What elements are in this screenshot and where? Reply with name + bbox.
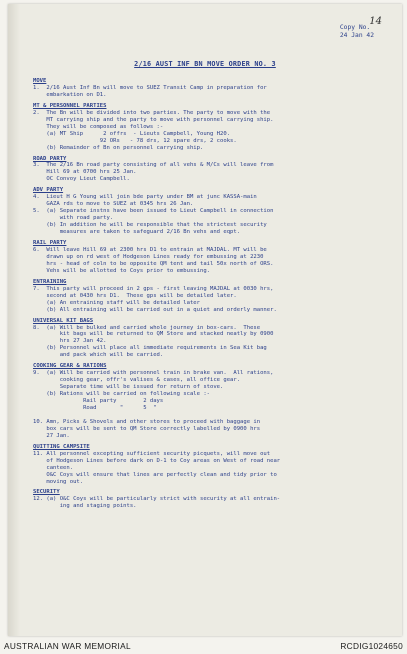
order-section — [33, 444, 384, 486]
section-line: kit bags will be returned to QM Store and stacked neatly by 0900 — [33, 331, 274, 338]
section-line: (b) All entraining will be carried out in a quiet and orderly manner. — [33, 306, 277, 313]
section-line: 5. (a) Separate instns have been issued to Lieut Campbell in connection — [33, 208, 274, 215]
footer-source: AUSTRALIAN WAR MEMORIAL — [4, 641, 131, 651]
section-line: 2. The Bn will be divided into two parties. The party to move with the — [33, 109, 271, 116]
section-heading: ADV PARTY — [33, 187, 64, 194]
section-line: (a) MT Ship 2 offrs - Lieuts Campbell, Young H20. — [33, 130, 231, 137]
section-line — [33, 412, 384, 419]
order-section — [33, 103, 384, 152]
document-date: 24 Jan 42 — [339, 32, 374, 39]
section-heading: RAIL PARTY — [33, 240, 67, 247]
section-line: OC Convoy Lieut Campbell. — [33, 176, 130, 183]
section-heading: MT & PERSONNEL PARTIES — [33, 102, 107, 109]
order-section — [33, 489, 384, 510]
section-line: hrs - head of coln to be opposite QM tent and tail 50x north of ORS. — [33, 260, 274, 267]
section-line: hrs 27 Jan 42. — [33, 338, 107, 345]
section-line: embarkation on D1. — [33, 91, 107, 98]
section-line: moving out. — [33, 478, 84, 485]
section-line: (b) Remainder of Bn on personnel carrying ship. — [33, 144, 204, 151]
document-title: 2/16 AUST INF BN MOVE ORDER NO. 3 — [134, 60, 276, 68]
section-line: 9. (a) Will be carried with personnel train in brake van. All rations, — [33, 370, 274, 377]
section-line: Vehs will be allotted to Coys prior to embussing. — [33, 267, 210, 274]
section-line: ing and staging points. — [33, 503, 137, 510]
section-line: of Hodgeson Lines before dark on D-1 to Coy areas on West of road near — [33, 457, 281, 464]
section-line: (b) Personnel will place all immediate requirements in Sea Kit bag — [33, 345, 267, 352]
section-heading: MOVE — [33, 78, 47, 84]
section-line: 3. The 2/16 Bn road party consisting of all vehs & M/Cs will leave from — [33, 162, 274, 169]
document-body — [33, 74, 384, 510]
copy-info — [340, 24, 374, 40]
section-heading: QUITTING CAMPSITE — [33, 443, 90, 450]
section-line: Rail party 2 days — [33, 398, 164, 405]
footer-bar — [0, 638, 407, 654]
section-line: They will be composed as follows :- — [33, 123, 164, 130]
copy-label: Copy No. — [339, 24, 371, 31]
section-line: with road party. — [33, 215, 114, 222]
order-section — [33, 363, 384, 439]
section-line: Road " 5 " — [33, 404, 157, 411]
section-heading: COOKING GEAR & RATIONS — [33, 363, 107, 370]
copy-number-handwritten: 14 — [369, 16, 382, 27]
order-section — [33, 187, 384, 236]
order-section — [33, 156, 384, 184]
section-line: 6. Will leave Hill 69 at 2300 hrs D1 to entrain at MAJDAL. MT will be — [33, 246, 267, 253]
section-line: GAZA rds to move to SUEZ at 0345 hrs 26 Jan. — [33, 201, 194, 208]
section-line: 92 ORs - 78 drs, 12 spare drs, 2 cooks. — [33, 137, 237, 144]
section-line: measures are taken to safeguard 2/16 Bn vehs and eqpt. — [33, 229, 241, 236]
order-section — [33, 318, 384, 360]
section-line: (b) Rations will be carried on following scale :- — [33, 391, 210, 398]
footer-record-id: RCDIG1024650 — [340, 641, 403, 651]
section-heading: SECURITY — [33, 489, 60, 496]
section-line: drawn up on rd west of Hodgeson Lines ready for embussing at 2230 — [33, 253, 264, 260]
section-line: second at 0430 hrs D1. These gps will be detailed later. — [33, 292, 237, 299]
section-line: and pack which will be carried. — [33, 352, 164, 359]
section-heading: ROAD PARTY — [33, 155, 67, 162]
section-line: O&C Coys will ensure that lines are perfectly clean and tidy prior to — [33, 471, 277, 478]
section-line: 10. Amn, Picks & Shovels and other stores to proceed with baggage in — [33, 418, 261, 425]
order-section — [33, 279, 384, 314]
section-line: 4. Lieut H G Young will join bde party under BM at junc KASSA-main — [33, 194, 257, 201]
section-line: 27 Jan. — [33, 432, 70, 439]
section-line: (a) An entraining staff will be detailed later — [33, 299, 200, 306]
section-line: MT carrying ship and the party to move with personnel carrying ship. — [33, 116, 274, 123]
section-line: 8. (a) Will be bulked and carried whole journey in box-cars. These — [33, 324, 261, 331]
section-line: (b) In addition he will be responsible that the strictest security — [33, 222, 267, 229]
section-line: canteen. — [33, 464, 74, 471]
order-section — [33, 240, 384, 275]
section-line: Hill 69 at 0700 hrs 25 Jan. — [33, 169, 137, 176]
section-line: 11. All personnel excepting sufficient security picquets, will move out — [33, 450, 271, 457]
document-page — [8, 4, 402, 636]
section-line: 7. This party will proceed in 2 gps - first leaving MAJDAL at 0030 hrs, — [33, 285, 274, 292]
section-line: cooking gear, offr's valises & cases, all office gear. — [33, 377, 241, 384]
order-section — [33, 78, 384, 99]
section-line: 1. 2/16 Aust Inf Bn will move to SUEZ Transit Camp in preparation for — [33, 84, 267, 91]
section-line: box cars will be sent to QM Store correctly labelled by 0900 hrs — [33, 425, 261, 432]
section-heading: ENTRAINING — [33, 278, 67, 285]
section-line: 12. (a) O&C Coys will be particularly strict with security at all entrain- — [33, 496, 281, 503]
section-line: Separate time will be issued for return of stove. — [33, 384, 224, 391]
section-heading: UNIVERSAL KIT BAGS — [33, 317, 94, 324]
